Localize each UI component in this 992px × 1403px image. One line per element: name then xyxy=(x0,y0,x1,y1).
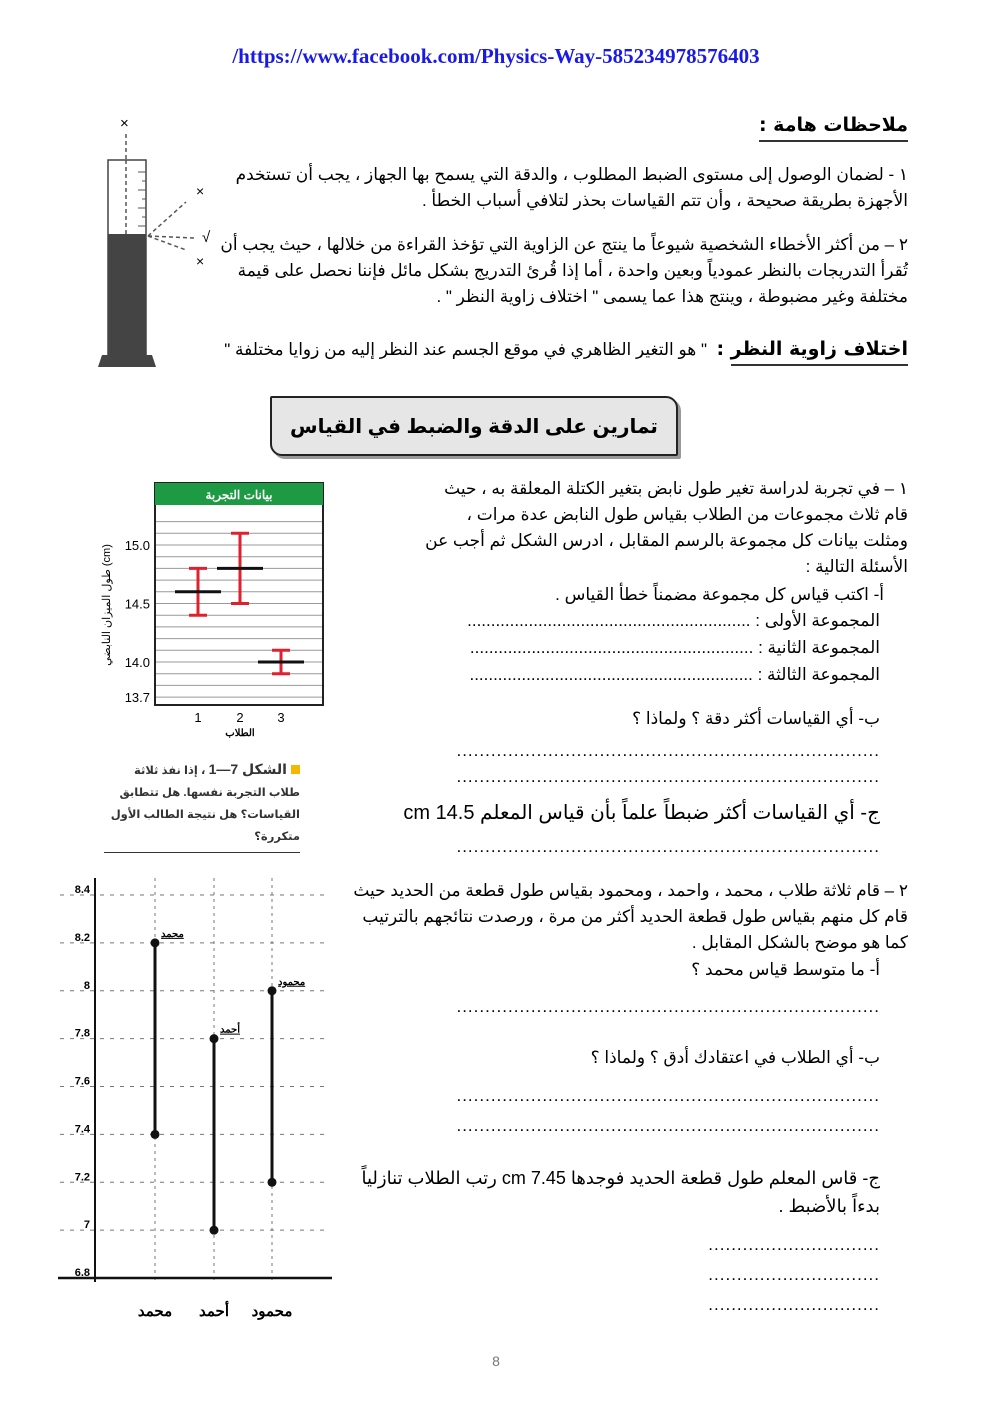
cross-mark-low: × xyxy=(196,253,205,269)
iron-length-range-chart xyxy=(50,870,340,1330)
y-tick-label: 7.4 xyxy=(74,1123,90,1136)
caption-bullet-icon xyxy=(291,765,300,774)
note-1: ١ - لضمان الوصول إلى مستوى الضبط المطلوب ، والدقة التي يسمح بها الجهاز ، يجب أن تستخدم الأجهزة بطريقة صحيحة ، وأن تتم القياسات بحذر لتلافي أسباب الخطأ . xyxy=(235,165,908,210)
q1-group-3: المجموعة الثالثة : ............................................................ xyxy=(469,665,880,684)
point-label: محمود xyxy=(278,976,306,988)
answer-line[interactable]: .......................................................................... xyxy=(456,741,880,760)
x-axis-label: الطلاب xyxy=(225,728,255,739)
answer-line[interactable]: .......................................................................... xyxy=(456,1116,880,1135)
spring-length-errorbar-chart xyxy=(90,480,330,750)
x-tick-label: 3 xyxy=(277,710,285,725)
y-tick-label: 7.8 xyxy=(74,1027,90,1040)
notes-title-text: ملاحظات هامة : xyxy=(759,114,908,142)
q2-intro: ٢ – قام ثلاثة طلاب ، محمد ، واحمد ، ومحمود بقياس طول قطعة من الحديد حيث قام كل منهم بقياس طول قطعة الحديد أكثر من مرة ، ورصدت نتائجهم بالترتيب كما هو موضح بالشكل المقابل . xyxy=(353,881,908,952)
figure-caption: الشكل 7—1 ، إذا نفذ ثلاثة طلاب التجربة نفسها. هل تتطابق القياسات؟ هل نتيجة الطالب الأول متكررة؟ xyxy=(104,758,300,853)
y-tick-label: 8 xyxy=(83,979,90,992)
chart-title: بيانات التجربة xyxy=(205,488,273,502)
answer-line[interactable]: .......................................................................... xyxy=(456,997,880,1016)
exercises-title: تمارين على الدقة والضبط في القياس xyxy=(290,415,658,438)
graduated-cylinder-figure xyxy=(90,110,230,375)
q1-b: ب- أي القياسات أكثر دقة ؟ ولماذا ؟ xyxy=(632,709,880,728)
notes-title xyxy=(759,114,908,136)
y-tick-label: 7.2 xyxy=(74,1171,90,1184)
x-tick-label: 2 xyxy=(236,710,244,725)
answer-line[interactable]: .......................................................................... xyxy=(456,767,880,786)
y-tick-label: 8.4 xyxy=(74,884,90,896)
exercises-title-box xyxy=(270,396,678,456)
high-point xyxy=(151,938,160,947)
cross-mark-high: × xyxy=(196,183,205,199)
q2-b: ب- أي الطلاب في اعتقادك أدق ؟ ولماذا ؟ xyxy=(590,1048,880,1067)
y-tick-label: 13.7 xyxy=(124,690,150,706)
point-label: محمد xyxy=(161,928,184,940)
x-category-label: محمود xyxy=(251,1303,293,1320)
point-label: أحمد xyxy=(220,1024,240,1036)
answer-line[interactable]: .......................................................................... xyxy=(456,837,880,856)
parallax-def: " هو التغير الظاهري في موقع الجسم عند النظر إليه من زوايا مختلفة " xyxy=(224,340,707,359)
caption-label: الشكل 7—1 xyxy=(208,761,287,777)
high-point xyxy=(268,986,277,995)
high-point xyxy=(210,1034,219,1043)
answer-line[interactable]: .......................................................................... xyxy=(456,1086,880,1105)
y-tick-label: 14.5 xyxy=(124,596,150,612)
x-category-label: أحمد xyxy=(199,1303,229,1320)
caption-text: إذا نفذ ثلاثة طلاب التجربة نفسها. هل تتطابق القياسات؟ هل نتيجة الطالب الأول متكررة؟ xyxy=(110,765,300,843)
low-point xyxy=(210,1226,219,1235)
q1-group-2: المجموعة الثانية : ............................................................ xyxy=(469,638,880,657)
check-mark: √ xyxy=(202,229,211,246)
y-axis-label: طول الميزان النابضي (cm) xyxy=(101,544,113,666)
q1-group-1: المجموعة الأولى : ............................................................ xyxy=(467,611,880,630)
q1-a: أ- اكتب قياس كل مجموعة مضمناً خطأ القياس . xyxy=(555,585,884,604)
q2-a: أ- ما متوسط قياس محمد ؟ xyxy=(691,960,880,979)
x-category-label: محمد xyxy=(137,1303,173,1320)
note-2: ٢ – من أكثر الأخطاء الشخصية شيوعاً ما ينتج عن الزاوية التي تؤخذ القراءة من خلالها ، حيث يجب أن تُقرأ التدريجات بالنظر عمودياً وبعين واحدة ، أما إذا قُرئ التدريج بشكل مائل فإننا نحصل على قيمة مختلفة وغير مضبوطة ، وينتج هذا عما يسمى " اختلاف زاوية النظر " . xyxy=(220,235,908,306)
low-point xyxy=(151,1130,160,1139)
parallax-definition xyxy=(188,336,908,363)
page-number: 8 xyxy=(492,1353,500,1369)
parallax-sep: : xyxy=(716,338,731,360)
y-tick-label: 8.2 xyxy=(74,931,90,944)
cross-mark-top: × xyxy=(120,115,129,132)
y-tick-label: 7.6 xyxy=(74,1075,90,1088)
parallax-term: اختلاف زاوية النظر xyxy=(731,338,908,366)
q1-intro: ١ – في تجربة لدراسة تغير طول نابض بتغير الكتلة المعلقة به ، حيث قام ثلاث مجموعات من الطلاب بقياس طول النابض عدة مرات ، ومثلت بيانات كل مجموعة بالرسم المقابل ، ادرس الشكل ثم أجب عن الأسئلة التالية : xyxy=(425,479,908,576)
liquid xyxy=(108,234,146,355)
q1-c: ج- أي القياسات أكثر ضبطاً علماً بأن قياس المعلم 14.5 cm xyxy=(403,802,880,824)
low-point xyxy=(268,1178,277,1187)
y-tick-label: 6.8 xyxy=(74,1267,90,1280)
y-tick-label: 7 xyxy=(83,1219,90,1232)
answer-line[interactable]: .............................. xyxy=(708,1295,880,1314)
facebook-link[interactable]: /https://www.facebook.com/Physics-Way-585234978576403 xyxy=(232,44,760,68)
y-tick-label: 15.0 xyxy=(124,538,150,553)
x-tick-label: 1 xyxy=(194,710,202,725)
y-tick-label: 14.0 xyxy=(124,655,150,670)
q2-c: ج- قاس المعلم طول قطعة الحديد فوجدها 7.45 cm رتب الطلاب تنازلياً بدءاً بالأضبط . xyxy=(361,1168,880,1216)
answer-line[interactable]: .............................. xyxy=(708,1235,880,1254)
cylinder-base xyxy=(98,355,156,367)
answer-line[interactable]: .............................. xyxy=(708,1265,880,1284)
